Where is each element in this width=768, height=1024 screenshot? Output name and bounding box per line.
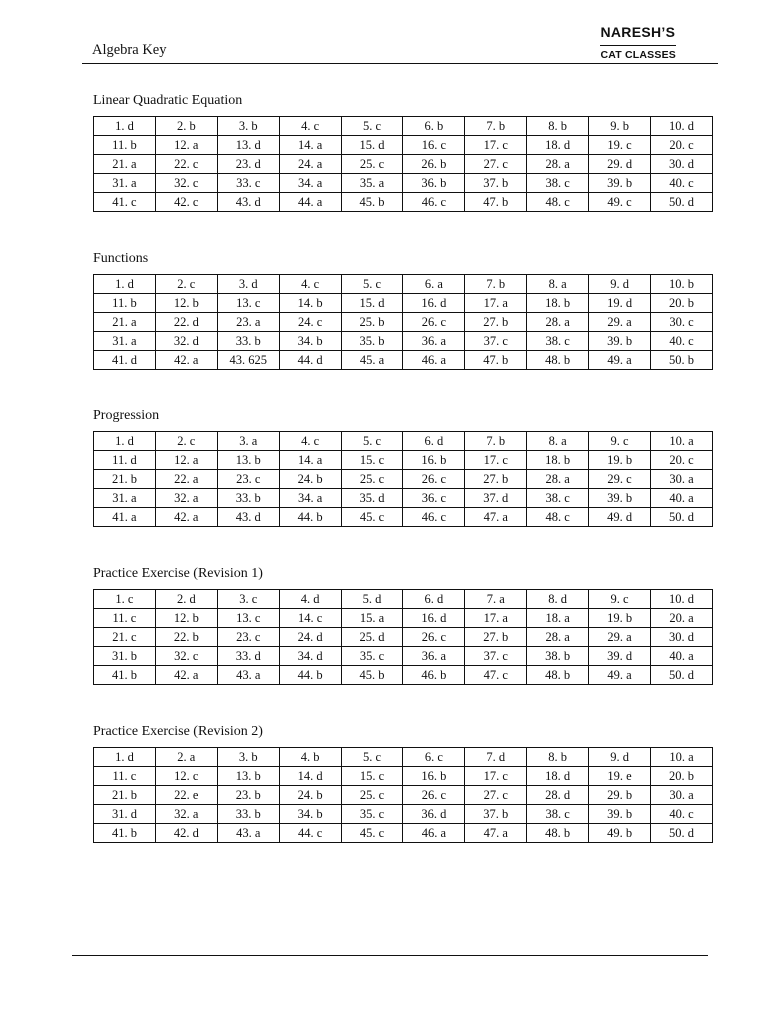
answer-cell: 39. b	[589, 332, 651, 351]
answer-cell: 3. b	[217, 748, 279, 767]
answer-cell: 41. b	[94, 666, 156, 685]
table-row	[94, 193, 713, 212]
answer-cell: 6. b	[403, 117, 465, 136]
answer-cell: 35. b	[341, 332, 403, 351]
answer-cell: 34. b	[279, 332, 341, 351]
answer-cell: 43. d	[217, 193, 279, 212]
answer-cell: 28. a	[527, 313, 589, 332]
answer-cell: 9. d	[589, 275, 651, 294]
answer-cell: 46. c	[403, 193, 465, 212]
answer-cell: 5. c	[341, 117, 403, 136]
answer-cell: 2. c	[155, 432, 217, 451]
answer-cell: 28. a	[527, 628, 589, 647]
answer-cell: 23. c	[217, 470, 279, 489]
answer-cell: 9. c	[589, 432, 651, 451]
answer-cell: 9. b	[589, 117, 651, 136]
answer-cell: 10. b	[651, 275, 713, 294]
answer-cell: 21. a	[94, 313, 156, 332]
answer-cell: 7. b	[465, 117, 527, 136]
answer-cell: 45. c	[341, 824, 403, 843]
answer-cell: 42. a	[155, 666, 217, 685]
table-row	[94, 590, 713, 609]
answer-cell: 35. c	[341, 647, 403, 666]
answer-cell: 14. c	[279, 609, 341, 628]
answer-cell: 18. d	[527, 767, 589, 786]
answer-cell: 8. a	[527, 432, 589, 451]
answer-cell: 39. d	[589, 647, 651, 666]
answer-cell: 42. a	[155, 351, 217, 370]
answer-cell: 5. d	[341, 590, 403, 609]
answer-cell: 9. d	[589, 748, 651, 767]
answer-cell: 32. c	[155, 174, 217, 193]
answer-cell: 29. d	[589, 155, 651, 174]
answer-cell: 8. b	[527, 117, 589, 136]
answer-cell: 50. d	[651, 824, 713, 843]
answer-cell: 24. b	[279, 786, 341, 805]
answer-cell: 30. a	[651, 470, 713, 489]
answer-cell: 26. c	[403, 628, 465, 647]
answer-cell: 37. c	[465, 647, 527, 666]
answer-cell: 3. a	[217, 432, 279, 451]
table-row	[94, 748, 713, 767]
answer-cell: 4. b	[279, 748, 341, 767]
answer-cell: 23. b	[217, 786, 279, 805]
answer-cell: 43. a	[217, 824, 279, 843]
table-row	[94, 470, 713, 489]
page-title: Algebra Key	[92, 42, 167, 58]
answer-cell: 2. d	[155, 590, 217, 609]
answer-cell: 14. a	[279, 451, 341, 470]
answer-cell: 30. c	[651, 313, 713, 332]
answer-cell: 38. b	[527, 647, 589, 666]
answer-cell: 13. d	[217, 136, 279, 155]
answer-cell: 26. c	[403, 470, 465, 489]
answer-cell: 11. b	[94, 136, 156, 155]
answer-cell: 23. c	[217, 628, 279, 647]
answer-cell: 39. b	[589, 489, 651, 508]
answer-cell: 42. c	[155, 193, 217, 212]
answer-cell: 5. c	[341, 432, 403, 451]
answer-cell: 11. b	[94, 294, 156, 313]
answer-cell: 19. e	[589, 767, 651, 786]
answer-cell: 13. c	[217, 609, 279, 628]
answer-cell: 49. b	[589, 824, 651, 843]
answer-cell: 47. a	[465, 824, 527, 843]
answer-cell: 21. b	[94, 786, 156, 805]
table-row	[94, 117, 713, 136]
answer-cell: 33. d	[217, 647, 279, 666]
answer-cell: 44. c	[279, 824, 341, 843]
answer-cell: 27. b	[465, 470, 527, 489]
answer-cell: 34. b	[279, 805, 341, 824]
answer-cell: 6. d	[403, 432, 465, 451]
table-row	[94, 647, 713, 666]
answer-cell: 4. c	[279, 432, 341, 451]
answer-cell: 40. c	[651, 805, 713, 824]
answer-table	[93, 274, 713, 370]
table-row	[94, 275, 713, 294]
answer-cell: 47. c	[465, 666, 527, 685]
answer-cell: 6. a	[403, 275, 465, 294]
answer-cell: 37. b	[465, 805, 527, 824]
answer-cell: 24. c	[279, 313, 341, 332]
answer-cell: 16. b	[403, 767, 465, 786]
table-row	[94, 451, 713, 470]
answer-cell: 4. c	[279, 275, 341, 294]
answer-cell: 48. c	[527, 193, 589, 212]
section-title: Progression	[93, 408, 160, 423]
answer-cell: 29. a	[589, 313, 651, 332]
answer-cell: 36. a	[403, 332, 465, 351]
section-title: Practice Exercise (Revision 2)	[93, 724, 263, 739]
answer-cell: 20. b	[651, 767, 713, 786]
answer-cell: 50. d	[651, 193, 713, 212]
answer-cell: 39. b	[589, 174, 651, 193]
table-row	[94, 155, 713, 174]
answer-cell: 26. b	[403, 155, 465, 174]
answer-cell: 17. c	[465, 451, 527, 470]
answer-cell: 6. c	[403, 748, 465, 767]
answer-cell: 50. d	[651, 666, 713, 685]
answer-cell: 19. b	[589, 451, 651, 470]
brand-logo	[600, 24, 676, 61]
answer-cell: 35. c	[341, 805, 403, 824]
answer-cell: 25. d	[341, 628, 403, 647]
answer-cell: 1. d	[94, 748, 156, 767]
answer-cell: 18. a	[527, 609, 589, 628]
answer-cell: 3. d	[217, 275, 279, 294]
answer-cell: 41. b	[94, 824, 156, 843]
answer-section	[93, 250, 713, 370]
answer-cell: 36. a	[403, 647, 465, 666]
answer-cell: 15. d	[341, 136, 403, 155]
answer-cell: 12. b	[155, 609, 217, 628]
table-row	[94, 313, 713, 332]
answer-cell: 25. b	[341, 313, 403, 332]
answer-cell: 17. c	[465, 136, 527, 155]
answer-cell: 36. b	[403, 174, 465, 193]
answer-cell: 8. a	[527, 275, 589, 294]
answer-cell: 44. d	[279, 351, 341, 370]
answer-cell: 36. c	[403, 489, 465, 508]
answer-cell: 10. d	[651, 590, 713, 609]
answer-cell: 22. d	[155, 313, 217, 332]
answer-table	[93, 431, 713, 527]
answer-cell: 50. b	[651, 351, 713, 370]
answer-cell: 18. b	[527, 451, 589, 470]
table-row	[94, 824, 713, 843]
table-row	[94, 294, 713, 313]
answer-cell: 26. c	[403, 313, 465, 332]
answer-cell: 48. b	[527, 666, 589, 685]
answer-cell: 20. c	[651, 451, 713, 470]
answer-cell: 19. d	[589, 294, 651, 313]
answer-cell: 21. a	[94, 155, 156, 174]
answer-cell: 1. d	[94, 275, 156, 294]
answer-cell: 40. a	[651, 489, 713, 508]
answer-cell: 38. c	[527, 332, 589, 351]
answer-cell: 24. d	[279, 628, 341, 647]
answer-cell: 27. b	[465, 313, 527, 332]
answer-cell: 40. a	[651, 647, 713, 666]
answer-cell: 31. a	[94, 174, 156, 193]
answer-table	[93, 116, 713, 212]
answer-cell: 31. d	[94, 805, 156, 824]
table-row	[94, 508, 713, 527]
answer-cell: 13. c	[217, 294, 279, 313]
answer-cell: 47. b	[465, 193, 527, 212]
answer-cell: 39. b	[589, 805, 651, 824]
answer-cell: 21. c	[94, 628, 156, 647]
answer-cell: 15. c	[341, 767, 403, 786]
answer-cell: 11. c	[94, 767, 156, 786]
table-row	[94, 332, 713, 351]
table-row	[94, 174, 713, 193]
table-row	[94, 786, 713, 805]
answer-cell: 31. a	[94, 332, 156, 351]
brand-subtitle: CAT CLASSES	[600, 45, 676, 61]
answer-cell: 45. b	[341, 666, 403, 685]
answer-cell: 20. b	[651, 294, 713, 313]
answer-cell: 38. c	[527, 805, 589, 824]
answer-cell: 27. b	[465, 628, 527, 647]
answer-cell: 41. d	[94, 351, 156, 370]
answer-cell: 30. d	[651, 628, 713, 647]
answer-cell: 37. b	[465, 174, 527, 193]
answer-cell: 20. c	[651, 136, 713, 155]
answer-cell: 3. b	[217, 117, 279, 136]
table-row	[94, 609, 713, 628]
answer-cell: 12. a	[155, 451, 217, 470]
answer-cell: 16. c	[403, 136, 465, 155]
answer-cell: 16. b	[403, 451, 465, 470]
answer-cell: 45. b	[341, 193, 403, 212]
answer-cell: 48. b	[527, 824, 589, 843]
answer-cell: 7. a	[465, 590, 527, 609]
answer-cell: 2. b	[155, 117, 217, 136]
answer-section	[93, 723, 713, 843]
answer-cell: 28. d	[527, 786, 589, 805]
answer-cell: 46. b	[403, 666, 465, 685]
answer-cell: 15. a	[341, 609, 403, 628]
answer-cell: 24. b	[279, 470, 341, 489]
answer-cell: 26. c	[403, 786, 465, 805]
answer-cell: 43. 625	[217, 351, 279, 370]
answer-cell: 8. b	[527, 748, 589, 767]
answer-cell: 2. a	[155, 748, 217, 767]
answer-cell: 44. b	[279, 508, 341, 527]
answer-cell: 49. a	[589, 351, 651, 370]
footer-divider	[72, 955, 708, 956]
answer-cell: 27. c	[465, 155, 527, 174]
answer-cell: 16. d	[403, 609, 465, 628]
answer-cell: 49. a	[589, 666, 651, 685]
answer-cell: 36. d	[403, 805, 465, 824]
answer-cell: 13. b	[217, 451, 279, 470]
table-row	[94, 666, 713, 685]
answer-cell: 31. a	[94, 489, 156, 508]
answer-cell: 1. d	[94, 117, 156, 136]
answer-cell: 10. a	[651, 748, 713, 767]
answer-cell: 12. b	[155, 294, 217, 313]
answer-cell: 41. a	[94, 508, 156, 527]
answer-cell: 35. d	[341, 489, 403, 508]
answer-cell: 21. b	[94, 470, 156, 489]
answer-cell: 16. d	[403, 294, 465, 313]
answer-cell: 32. c	[155, 647, 217, 666]
answer-cell: 7. b	[465, 432, 527, 451]
answer-cell: 45. c	[341, 508, 403, 527]
answer-cell: 7. b	[465, 275, 527, 294]
answer-cell: 23. a	[217, 313, 279, 332]
answer-cell: 33. b	[217, 332, 279, 351]
answer-cell: 33. b	[217, 489, 279, 508]
answer-cell: 22. c	[155, 155, 217, 174]
answer-cell: 34. d	[279, 647, 341, 666]
answer-cell: 32. a	[155, 489, 217, 508]
answer-cell: 38. c	[527, 489, 589, 508]
answer-cell: 22. e	[155, 786, 217, 805]
answer-cell: 5. c	[341, 275, 403, 294]
answer-section	[93, 92, 713, 212]
answer-cell: 4. c	[279, 117, 341, 136]
answer-cell: 13. b	[217, 767, 279, 786]
answer-cell: 40. c	[651, 174, 713, 193]
answer-cell: 23. d	[217, 155, 279, 174]
answer-cell: 25. c	[341, 470, 403, 489]
answer-cell: 12. a	[155, 136, 217, 155]
answer-section	[93, 565, 713, 685]
table-row	[94, 351, 713, 370]
answer-cell: 49. d	[589, 508, 651, 527]
answer-cell: 44. a	[279, 193, 341, 212]
answer-cell: 28. a	[527, 155, 589, 174]
answer-table	[93, 589, 713, 685]
answer-section	[93, 407, 713, 527]
answer-cell: 43. d	[217, 508, 279, 527]
answer-cell: 6. d	[403, 590, 465, 609]
answer-cell: 10. d	[651, 117, 713, 136]
answer-cell: 37. c	[465, 332, 527, 351]
answer-cell: 47. b	[465, 351, 527, 370]
brand-name: NARESH’S	[600, 24, 676, 40]
section-title: Functions	[93, 251, 149, 266]
answer-cell: 12. c	[155, 767, 217, 786]
answer-cell: 30. a	[651, 786, 713, 805]
answer-cell: 1. d	[94, 432, 156, 451]
answer-cell: 46. c	[403, 508, 465, 527]
answer-table	[93, 747, 713, 843]
answer-cell: 35. a	[341, 174, 403, 193]
answer-cell: 45. a	[341, 351, 403, 370]
answer-cell: 25. c	[341, 786, 403, 805]
answer-cell: 7. d	[465, 748, 527, 767]
answer-cell: 27. c	[465, 786, 527, 805]
answer-cell: 50. d	[651, 508, 713, 527]
answer-cell: 15. d	[341, 294, 403, 313]
answer-cell: 8. d	[527, 590, 589, 609]
section-title: Linear Quadratic Equation	[93, 93, 243, 108]
answer-cell: 34. a	[279, 174, 341, 193]
answer-cell: 32. d	[155, 332, 217, 351]
table-row	[94, 805, 713, 824]
answer-cell: 29. c	[589, 470, 651, 489]
answer-cell: 33. c	[217, 174, 279, 193]
section-title: Practice Exercise (Revision 1)	[93, 566, 263, 581]
answer-cell: 49. c	[589, 193, 651, 212]
answer-cell: 18. d	[527, 136, 589, 155]
answer-cell: 40. c	[651, 332, 713, 351]
answer-cell: 30. d	[651, 155, 713, 174]
answer-cell: 46. a	[403, 351, 465, 370]
answer-cell: 34. a	[279, 489, 341, 508]
answer-cell: 25. c	[341, 155, 403, 174]
answer-cell: 10. a	[651, 432, 713, 451]
answer-cell: 22. b	[155, 628, 217, 647]
answer-cell: 19. b	[589, 609, 651, 628]
answer-cell: 29. b	[589, 786, 651, 805]
table-row	[94, 136, 713, 155]
answer-cell: 24. a	[279, 155, 341, 174]
answer-cell: 17. a	[465, 294, 527, 313]
answer-cell: 33. b	[217, 805, 279, 824]
answer-cell: 20. a	[651, 609, 713, 628]
table-row	[94, 432, 713, 451]
answer-cell: 32. a	[155, 805, 217, 824]
answer-cell: 38. c	[527, 174, 589, 193]
table-row	[94, 767, 713, 786]
answer-cell: 3. c	[217, 590, 279, 609]
answer-cell: 14. a	[279, 136, 341, 155]
answer-cell: 37. d	[465, 489, 527, 508]
answer-cell: 4. d	[279, 590, 341, 609]
answer-cell: 47. a	[465, 508, 527, 527]
header-divider	[82, 63, 718, 64]
answer-cell: 29. a	[589, 628, 651, 647]
answer-cell: 14. b	[279, 294, 341, 313]
answer-cell: 11. c	[94, 609, 156, 628]
answer-cell: 28. a	[527, 470, 589, 489]
answer-cell: 43. a	[217, 666, 279, 685]
answer-cell: 17. a	[465, 609, 527, 628]
answer-cell: 22. a	[155, 470, 217, 489]
answer-cell: 48. c	[527, 508, 589, 527]
answer-cell: 31. b	[94, 647, 156, 666]
answer-cell: 46. a	[403, 824, 465, 843]
answer-cell: 15. c	[341, 451, 403, 470]
table-row	[94, 489, 713, 508]
answer-cell: 18. b	[527, 294, 589, 313]
table-row	[94, 628, 713, 647]
answer-cell: 42. d	[155, 824, 217, 843]
answer-cell: 2. c	[155, 275, 217, 294]
answer-cell: 1. c	[94, 590, 156, 609]
answer-cell: 9. c	[589, 590, 651, 609]
answer-cell: 5. c	[341, 748, 403, 767]
answer-cell: 14. d	[279, 767, 341, 786]
answer-cell: 41. c	[94, 193, 156, 212]
answer-cell: 44. b	[279, 666, 341, 685]
answer-cell: 48. b	[527, 351, 589, 370]
answer-cell: 19. c	[589, 136, 651, 155]
answer-cell: 11. d	[94, 451, 156, 470]
answer-cell: 17. c	[465, 767, 527, 786]
answer-cell: 42. a	[155, 508, 217, 527]
